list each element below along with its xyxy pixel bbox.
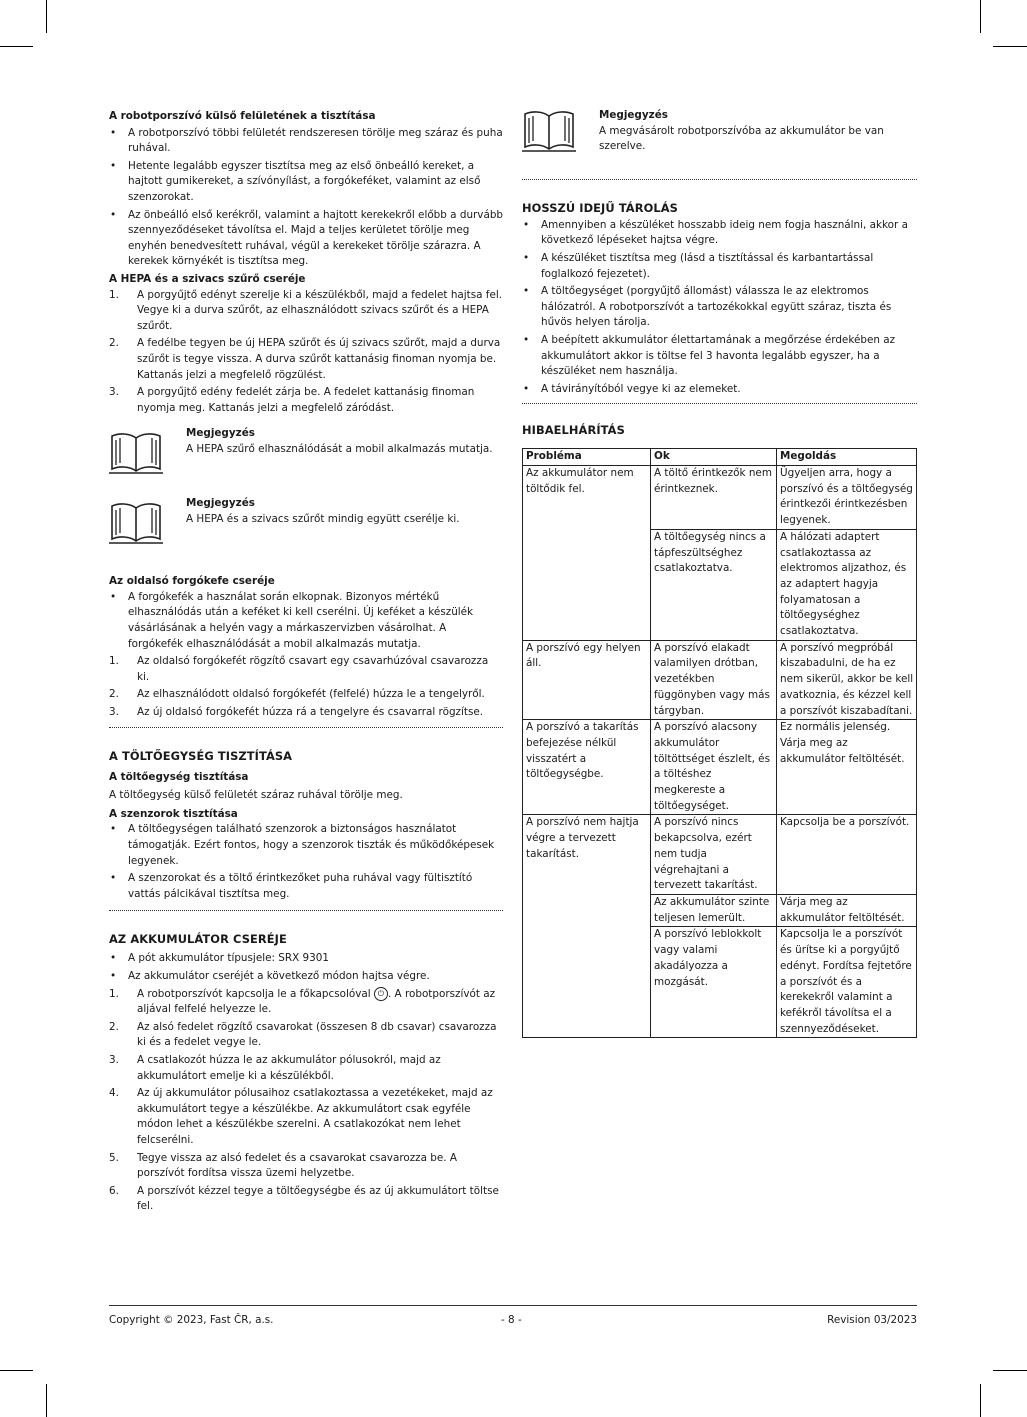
battery-info bbox=[109, 951, 503, 984]
section-divider bbox=[522, 179, 917, 180]
step-text: A porgyűjtő edényt szerelje ki a készülékből, majd a fedelet hajtsa fel. Vegye ki a durva szűrőt, az elhasználódott szivacs szűrőt és a HEPA szűrőt. bbox=[137, 288, 503, 332]
table-cell-solution: Várja meg az akkumulátor feltöltését. bbox=[777, 895, 917, 927]
right-column bbox=[522, 104, 917, 1038]
list-item bbox=[109, 654, 503, 685]
step-number: 2. bbox=[109, 337, 119, 350]
battery-steps bbox=[109, 987, 503, 1215]
crop-mark bbox=[0, 1370, 33, 1371]
list-item: • Az akkumulátor cseréjét a következő módon hajtsa végre. bbox=[109, 969, 503, 985]
crop-mark bbox=[980, 0, 981, 33]
list-item bbox=[109, 987, 503, 1018]
power-icon: ⏻ bbox=[374, 987, 388, 1001]
left-column bbox=[109, 104, 503, 1217]
note-title: Megjegyzés bbox=[186, 427, 255, 440]
list-item bbox=[109, 1184, 503, 1215]
list-item: • A robotporszívó többi felületét rendszeresen törölje meg száraz és puha ruhával. bbox=[109, 126, 503, 157]
footer-page-number: - 8 - bbox=[501, 1314, 522, 1326]
step-number: 1. bbox=[109, 655, 119, 668]
column-header: Probléma bbox=[523, 449, 651, 466]
section-divider bbox=[109, 910, 503, 911]
exterior-cleaning-heading: A robotporszívó külső felületének a tisztítása bbox=[109, 110, 376, 122]
list-item bbox=[109, 336, 503, 383]
step-text: Az új akkumulátor pólusaihoz csatlakoztassa a vezetékeket, majd az akkumulátort tegye a készülékbe. Az akkumulátort csak egyféle módon lehet a készülékbe szerelni. A csatlakozókat nem lehet felcserélni. bbox=[137, 1087, 493, 1146]
section-divider bbox=[522, 403, 917, 404]
table-header-row bbox=[523, 449, 917, 466]
step-text: Az új oldalsó forgókefét húzza rá a tengelyre és csavarral rögzítse. bbox=[137, 706, 484, 719]
table-row bbox=[523, 720, 917, 815]
step-number: 3. bbox=[109, 386, 119, 399]
table-cell-problem: A porszívó egy helyen áll. bbox=[523, 640, 651, 720]
table-cell-cause: A porszívó elakadt valamilyen drótban, vezetékben függönyben vagy más tárgyban. bbox=[651, 640, 777, 720]
step-text: A porgyűjtő edény fedelét zárja be. A fedelet kattanásig finoman nyomja meg. Kattanás jelzi a megfelelő záródást. bbox=[137, 386, 475, 414]
crop-mark bbox=[993, 46, 1027, 47]
table-cell-solution: Kapcsolja be a porszívót. bbox=[777, 815, 917, 895]
list-item bbox=[109, 1151, 503, 1182]
step-number: 1. bbox=[109, 288, 119, 301]
list-item: • A pót akkumulátor típusjele: SRX 9301 bbox=[109, 951, 503, 967]
step-text: A fedélbe tegyen be új HEPA szűrőt és új szivacs szűrőt, majd a durva szűrőt is tegye vissza. A durva szűrőt kattanásig finoman nyomja be. Kattanás jelzi a megfelelő rögzülést. bbox=[137, 337, 501, 381]
list-item bbox=[109, 288, 503, 335]
step-text: Az oldalsó forgókefét rögzítő csavart egy csavarhúzóval csavarozza ki. bbox=[137, 655, 489, 683]
list-item bbox=[109, 1086, 503, 1148]
table-cell-problem: Az akkumulátor nem töltődik fel. bbox=[523, 466, 651, 641]
charger-cleaning-heading: A TÖLTŐEGYSÉG TISZTÍTÁSA bbox=[109, 748, 293, 763]
step-text: Az elhasználódott oldalsó forgókefét (felfelé) húzza le a tengelyről. bbox=[137, 688, 485, 701]
table-row bbox=[523, 640, 917, 720]
sensor-cleaning-list bbox=[109, 822, 503, 902]
page-content bbox=[109, 104, 917, 1294]
note-battery-installed bbox=[522, 104, 917, 155]
sensor-cleaning-subheading: A szenzorok tisztítása bbox=[109, 807, 238, 820]
crop-mark bbox=[980, 1384, 981, 1417]
step-number: 4. bbox=[109, 1087, 119, 1100]
column-header: Ok bbox=[651, 449, 777, 466]
table-cell-problem: A porszívó nem hajtja végre a tervezett takarítást. bbox=[523, 815, 651, 1038]
page-footer bbox=[109, 1305, 917, 1326]
step-number: 3. bbox=[109, 706, 119, 719]
table-cell-cause: A töltő érintkezők nem érintkeznek. bbox=[651, 466, 777, 530]
hepa-heading: A HEPA és a szivacs szűrő cseréje bbox=[109, 272, 306, 285]
book-icon bbox=[109, 500, 163, 544]
note-hepa-wear bbox=[109, 426, 503, 474]
long-term-storage-heading: HOSSZÚ IDEJŰ TÁROLÁS bbox=[522, 200, 678, 215]
side-brush-steps bbox=[109, 654, 503, 720]
table-cell-cause: A porszívó alacsony akkumulátor töltöttséget észlelt, és a töltéshez megkereste a töltőegységet. bbox=[651, 720, 777, 815]
table-cell-solution: A hálózati adaptert csatlakoztassa az elektromos aljzathoz, és az adaptert hagyja folyamatosan a töltőegységhez csatlakoztatva. bbox=[777, 529, 917, 640]
step-text: A robotporszívót kapcsolja le a főkapcsolóval bbox=[137, 987, 371, 1000]
hepa-steps bbox=[109, 288, 503, 417]
note-text: A HEPA és a szivacs szűrőt mindig együtt cserélje ki. bbox=[186, 512, 460, 525]
crop-mark bbox=[0, 46, 33, 47]
charger-cleaning-text: A töltőegység külső felületét száraz ruhával törölje meg. bbox=[109, 789, 403, 802]
table-cell-cause: A töltőegység nincs a tápfeszültséghez csatlakoztatva. bbox=[651, 529, 777, 640]
note-hepa-replace-together bbox=[109, 496, 503, 544]
table-row bbox=[523, 466, 917, 530]
crop-mark bbox=[46, 0, 47, 33]
note-title: Megjegyzés bbox=[186, 497, 255, 510]
list-item: • A töltőegységen található szenzorok a biztonságos használatot támogatják. Ezért fontos, hogy a szenzorok tiszták és működőképesek legyenek. bbox=[109, 822, 503, 869]
table-cell-cause: A porszívó nincs bekapcsolva, ezért nem tudja végrehajtani a tervezett takarítást. bbox=[651, 815, 777, 895]
step-text: A porszívót kézzel tegye a töltőegységbe és az új akkumulátort töltse fel. bbox=[137, 1184, 499, 1213]
list-item: • A szenzorokat és a töltő érintkezőket puha ruhával vagy fültisztító vattás pálcikával tisztítsa meg. bbox=[109, 871, 503, 902]
footer-copyright: Copyright © 2023, Fast ČR, a.s. bbox=[109, 1314, 274, 1326]
step-number: 5. bbox=[109, 1151, 119, 1164]
note-title: Megjegyzés bbox=[599, 109, 668, 121]
table-cell-solution: A porszívó megpróbál kiszabadulni, de ha ez nem sikerül, akkor be kell avatkoznia, és kézzel kell a porszívót kiszabadítani. bbox=[777, 640, 917, 720]
table-cell-problem: A porszívó a takarítás befejezése nélkül visszatért a töltőegységbe. bbox=[523, 720, 651, 815]
crop-mark bbox=[46, 1384, 47, 1417]
step-number: 2. bbox=[109, 1020, 119, 1033]
note-text: A megvásárolt robotporszívóba az akkumulátor be van szerelve. bbox=[599, 124, 884, 153]
table-cell-cause: A porszívó leblokkolt vagy valami akadályozza a mozgását. bbox=[651, 927, 777, 1038]
list-item: • Amennyiben a készüléket hosszabb ideig nem fogja használni, akkor a következő lépéseket hajtsa végre. bbox=[522, 218, 917, 249]
list-item: • A készüléket tisztítsa meg (lásd a tisztítással és karbantartással foglalkozó fejezetet). bbox=[522, 251, 917, 282]
list-item bbox=[109, 705, 503, 721]
step-number: 1. bbox=[109, 987, 119, 1000]
list-item bbox=[109, 385, 503, 416]
table-cell-solution: Ügyeljen arra, hogy a porszívó és a töltőegység érintkezői érintkezésben legyenek. bbox=[777, 466, 917, 530]
storage-list bbox=[522, 218, 917, 398]
crop-mark bbox=[993, 1370, 1027, 1371]
troubleshooting-table bbox=[522, 448, 917, 1038]
book-icon bbox=[522, 108, 576, 152]
list-item bbox=[109, 1020, 503, 1051]
list-item bbox=[109, 1053, 503, 1084]
column-header: Megoldás bbox=[777, 449, 917, 466]
book-icon bbox=[109, 430, 163, 474]
side-brush-info bbox=[109, 590, 503, 652]
exterior-cleaning-list bbox=[109, 126, 503, 270]
list-item: • A beépített akkumulátor élettartamának a megőrzése érdekében az akkumulátort akkor is töltse fel 3 havonta legalább egyszer, ha a készüléket nem használja. bbox=[522, 333, 917, 380]
footer-rule bbox=[109, 1305, 917, 1306]
step-text: A csatlakozót húzza le az akkumulátor pólusokról, majd az akkumulátort emelje ki a készülékből. bbox=[137, 1053, 441, 1082]
list-item: • Hetente legalább egyszer tisztítsa meg az első önbeálló kereket, a hajtott gumikereket, a szívónyílást, a forgókeféket, valamint az első szenzorokat. bbox=[109, 159, 503, 206]
charger-cleaning-subheading: A töltőegység tisztítása bbox=[109, 770, 249, 783]
step-text: Tegye vissza az alsó fedelet és a csavarokat csavarozza be. A porszívót fordítsa vissza üzemi helyzetbe. bbox=[137, 1151, 458, 1180]
list-item: • A forgókefék a használat során elkopnak. Bizonyos mértékű elhasználódás után a keféket ki kell cserélni. Új keféket a készülék vásárlásának a helyén vagy a márkaszervizben vásárolhat. A forgókefék elhasználódását a mobil alkalmazás mutatja. bbox=[109, 590, 503, 652]
table-row bbox=[523, 815, 917, 895]
step-number: 2. bbox=[109, 688, 119, 701]
step-text: Az alsó fedelet rögzítő csavarokat (összesen 8 db csavar) csavarozza ki és a fedelet vegye le. bbox=[137, 1020, 497, 1049]
step-number: 3. bbox=[109, 1053, 119, 1066]
section-divider bbox=[109, 727, 503, 728]
battery-replacement-heading: AZ AKKUMULÁTOR CSERÉJE bbox=[109, 932, 287, 947]
list-item: • A töltőegységet (porgyűjtő állomást) válassza le az elektromos hálózatról. A robotporszívót a tartozékokkal együtt száraz, tiszta és hűvös helyen tárolja. bbox=[522, 284, 917, 331]
table-cell-cause: Az akkumulátor szinte teljesen lemerült. bbox=[651, 895, 777, 927]
list-item: • Az önbeálló első kerékről, valamint a hajtott kerekekről előbb a durvább szennyeződéseket távolítsa el. Majd a teljes kerületet törölje meg enyhén benedvesített ruhával, végül a kerekeket törölje szárazra. A kerekek környékét is tisztítsa meg. bbox=[109, 208, 503, 270]
table-cell-solution: Ez normális jelenség. Várja meg az akkumulátor feltöltését. bbox=[777, 720, 917, 815]
troubleshooting-heading: HIBAELHÁRÍTÁS bbox=[522, 423, 625, 438]
side-brush-heading: Az oldalsó forgókefe cseréje bbox=[109, 575, 275, 588]
footer-revision: Revision 03/2023 bbox=[827, 1314, 917, 1326]
step-text: . A robotporszívót az aljával felfelé helyezze le. bbox=[137, 987, 496, 1016]
list-item: • A távirányítóból vegye ki az elemeket. bbox=[522, 382, 917, 398]
table-cell-solution: Kapcsolja le a porszívót és ürítse ki a porgyűjtő edényt. Fordítsa fejtetőre a porszívót és a kerekekről valamint a kefékről távolítsa el a szennyeződéseket. bbox=[777, 927, 917, 1038]
list-item bbox=[109, 687, 503, 703]
note-text: A HEPA szűrő elhasználódását a mobil alkalmazás mutatja. bbox=[186, 442, 493, 455]
step-number: 6. bbox=[109, 1184, 119, 1197]
